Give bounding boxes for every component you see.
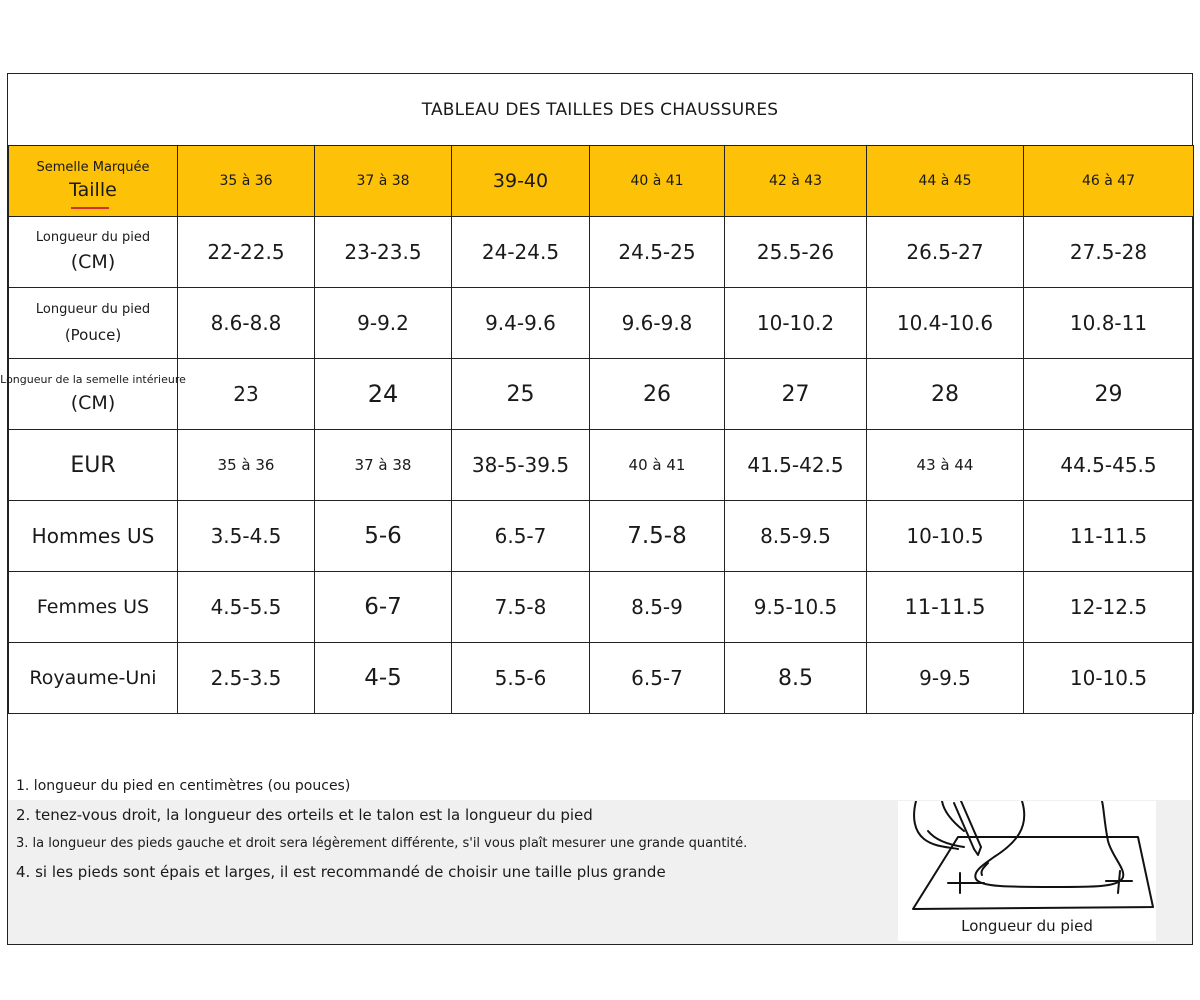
- table-row: [9, 217, 1194, 288]
- row-label-bottom: (CM): [70, 392, 116, 415]
- table-cell: 8.5-9: [590, 572, 725, 643]
- table-cell: 35 à 36: [178, 430, 315, 501]
- row-label-top: Longueur du pied: [35, 229, 151, 245]
- header-label-top: Semelle Marquée: [36, 159, 150, 175]
- header-size: 44 à 45: [867, 146, 1024, 217]
- foot-caption: Longueur du pied: [961, 917, 1093, 935]
- header-size: 39-40: [452, 146, 590, 217]
- table-cell: 10-10.5: [1024, 643, 1194, 714]
- table-row: [9, 572, 1194, 643]
- table-cell: 23: [178, 359, 315, 430]
- table-cell: 7.5-8: [452, 572, 590, 643]
- table-cell: 38-5-39.5: [452, 430, 590, 501]
- table-cell: 6.5-7: [452, 501, 590, 572]
- size-table: [0, 145, 1194, 714]
- table-row: [9, 430, 1194, 501]
- table-cell: 40 à 41: [590, 430, 725, 501]
- table-cell: 8.5: [725, 643, 867, 714]
- table-cell: 11-11.5: [1024, 501, 1194, 572]
- table-cell: 26: [590, 359, 725, 430]
- table-cell: 24-24.5: [452, 217, 590, 288]
- row-label: [9, 217, 178, 288]
- table-cell: 10.8-11: [1024, 288, 1194, 359]
- table-cell: 9.4-9.6: [452, 288, 590, 359]
- table-cell: 27: [725, 359, 867, 430]
- table-cell: 37 à 38: [315, 430, 452, 501]
- header-size: 35 à 36: [178, 146, 315, 217]
- table-cell: 6-7: [315, 572, 452, 643]
- table-row: [9, 288, 1194, 359]
- notes-section: [8, 778, 1192, 944]
- note-1: 1. longueur du pied en centimètres (ou pouces): [16, 778, 351, 794]
- table-cell: 8.5-9.5: [725, 501, 867, 572]
- note-3: 3. la longueur des pieds gauche et droit sera légèrement différente, s'il vous plaît mesurer une grande quantité.: [16, 836, 748, 851]
- table-cell: 43 à 44: [867, 430, 1024, 501]
- table-cell: 44.5-45.5: [1024, 430, 1194, 501]
- table-cell: 9.6-9.8: [590, 288, 725, 359]
- row-label: Hommes US: [9, 501, 178, 572]
- note-2: 2. tenez-vous droit, la longueur des orteils et le talon est la longueur du pied: [16, 806, 593, 824]
- table-cell: 8.6-8.8: [178, 288, 315, 359]
- table-cell: 12-12.5: [1024, 572, 1194, 643]
- header-label-bottom: Taille: [69, 179, 117, 202]
- table-cell: 10-10.5: [867, 501, 1024, 572]
- table-row: [9, 359, 1194, 430]
- header-size: 40 à 41: [590, 146, 725, 217]
- table-cell: 28: [867, 359, 1024, 430]
- table-cell: 27.5-28: [1024, 217, 1194, 288]
- table-cell: 29: [1024, 359, 1194, 430]
- table-cell: 25: [452, 359, 590, 430]
- table-cell: 2.5-3.5: [178, 643, 315, 714]
- table-cell: 4-5: [315, 643, 452, 714]
- table-cell: 26.5-27: [867, 217, 1024, 288]
- row-label: Royaume-Uni: [9, 643, 178, 714]
- row-label: Femmes US: [9, 572, 178, 643]
- table-cell: 4.5-5.5: [178, 572, 315, 643]
- table-row: [9, 643, 1194, 714]
- table-cell: 5-6: [315, 501, 452, 572]
- row-label: [9, 288, 178, 359]
- table-cell: 9.5-10.5: [725, 572, 867, 643]
- row-label-top: Longueur de la semelle intérieure: [0, 373, 186, 386]
- table-cell: 5.5-6: [452, 643, 590, 714]
- table-cell: 9-9.5: [867, 643, 1024, 714]
- table-cell: 10.4-10.6: [867, 288, 1024, 359]
- table-cell: 6.5-7: [590, 643, 725, 714]
- foot-illustration: [898, 801, 1156, 941]
- table-cell: 22-22.5: [178, 217, 315, 288]
- taille-underline: [71, 207, 109, 209]
- table-cell: 41.5-42.5: [725, 430, 867, 501]
- table-cell: 7.5-8: [590, 501, 725, 572]
- row-label-bottom: (Pouce): [64, 325, 122, 344]
- header-size: 42 à 43: [725, 146, 867, 217]
- header-size: 37 à 38: [315, 146, 452, 217]
- header-size: 46 à 47: [1024, 146, 1194, 217]
- row-label-bottom: (CM): [70, 251, 116, 274]
- row-label: [0, 359, 186, 430]
- row-label-top: Longueur du pied: [35, 302, 151, 318]
- table-cell: 10-10.2: [725, 288, 867, 359]
- table-cell: 23-23.5: [315, 217, 452, 288]
- row-label: EUR: [9, 430, 178, 501]
- table-cell: 3.5-4.5: [178, 501, 315, 572]
- foot-measure-icon: [898, 801, 1156, 916]
- note-4: 4. si les pieds sont épais et larges, il est recommandé de choisir une taille plus grande: [16, 863, 666, 881]
- chart-title: TABLEAU DES TAILLES DES CHAUSSURES: [421, 99, 779, 120]
- size-chart: [0, 73, 1193, 945]
- table-cell: 25.5-26: [725, 217, 867, 288]
- table-cell: 11-11.5: [867, 572, 1024, 643]
- table-cell: 24: [315, 359, 452, 430]
- header-row: [9, 146, 1194, 217]
- table-cell: 24.5-25: [590, 217, 725, 288]
- header-label-cell: [9, 146, 178, 217]
- table-row: [9, 501, 1194, 572]
- table-cell: 9-9.2: [315, 288, 452, 359]
